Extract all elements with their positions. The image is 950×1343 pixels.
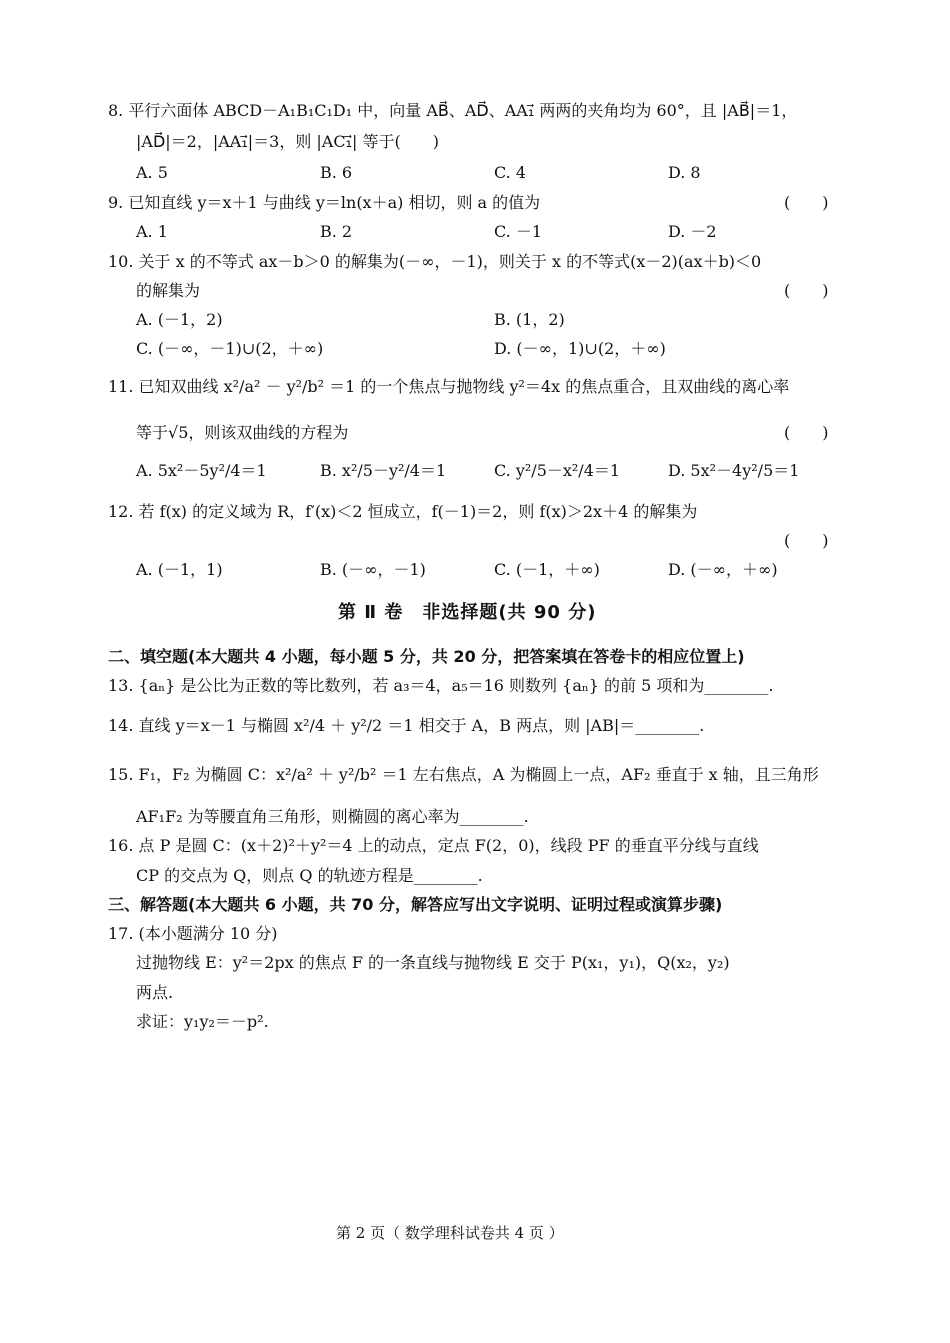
q10-line1: 10. 关于 x 的不等式 ax－b＞0 的解集为(－∞，－1)，则关于 x 的不等式(x－2)(ax＋b)＜0 xyxy=(108,252,762,271)
q14-line: 14. 直线 y＝x－1 与椭圆 x²/4 ＋ y²/2 ＝1 相交于 A，B 两点，则 |AB|＝________. xyxy=(108,716,705,735)
q17-title: 17. (本小题满分 10 分) xyxy=(108,924,278,943)
q10-option-c: C. (－∞，－1)∪(2，＋∞) xyxy=(136,339,324,358)
q17-line1: 过抛物线 E：y²＝2px 的焦点 F 的一条直线与抛物线 E 交于 P(x₁，y₁)，Q(x₂，y₂) xyxy=(136,953,730,972)
q16-line2: CP 的交点为 Q，则点 Q 的轨迹方程是________. xyxy=(136,866,483,885)
q10-option-d: D. (－∞，1)∪(2，＋∞) xyxy=(494,339,666,358)
page-footer: 第 2 页（ 数学理科试卷共 4 页 ） xyxy=(336,1224,564,1242)
q8-option-a: A. 5 xyxy=(136,163,168,182)
q12-option-a: A. (－1，1) xyxy=(136,560,223,579)
q10-line2: 的解集为 xyxy=(136,281,201,300)
q10-option-b: B. (1，2) xyxy=(494,310,565,329)
q10-option-a: A. (－1，2) xyxy=(136,310,223,329)
q16-line1: 16. 点 P 是圆 C：(x＋2)²＋y²＝4 上的动点，定点 F(2，0)，线段 PF 的垂直平分线与直线 xyxy=(108,836,759,855)
q12-option-c: C. (－1，＋∞) xyxy=(494,560,600,579)
q9-stem: 9. 已知直线 y＝x＋1 与曲线 y＝ln(x＋a) 相切，则 a 的值为 xyxy=(108,193,541,212)
q17-line3: 求证：y₁y₂＝－p². xyxy=(136,1012,269,1031)
q9-option-a: A. 1 xyxy=(136,222,168,241)
q9-option-d: D. －2 xyxy=(668,222,717,241)
q10-answer-paren: ( ) xyxy=(784,281,829,300)
q11-line2: 等于√5，则该双曲线的方程为 xyxy=(136,423,349,442)
section2-heading: 二、填空题(本大题共 4 小题，每小题 5 分，共 20 分，把答案填在答卷卡的相应位置上) xyxy=(108,647,745,666)
q12-answer-paren: ( ) xyxy=(784,531,829,550)
q11-option-d: D. 5x²－4y²/5＝1 xyxy=(668,461,800,480)
q13-line: 13. {aₙ} 是公比为正数的等比数列，若 a₃＝4，a₅＝16 则数列 {aₙ} 的前 5 项和为________. xyxy=(108,676,774,695)
q9-option-b: B. 2 xyxy=(320,222,353,241)
q12-option-d: D. (－∞，＋∞) xyxy=(668,560,778,579)
q11-option-c: C. y²/5－x²/4＝1 xyxy=(494,461,621,480)
q8-line2: |AD⃗|＝2，|AA₁⃗|＝3，则 |AC₁⃗| 等于( ) xyxy=(136,132,439,151)
q8-option-c: C. 4 xyxy=(494,163,527,182)
q17-line2: 两点. xyxy=(136,983,174,1002)
q11-option-b: B. x²/5－y²/4＝1 xyxy=(320,461,447,480)
q9-answer-paren: ( ) xyxy=(784,193,829,212)
q8-line1: 8. 平行六面体 ABCD－A₁B₁C₁D₁ 中，向量 AB⃗、AD⃗、AA₁⃗ 两两的夹角均为 60°，且 |AB⃗|＝1， xyxy=(108,101,798,120)
section3-heading: 三、解答题(本大题共 6 小题，共 70 分，解答应写出文字说明、证明过程或演算步骤) xyxy=(108,895,723,914)
q15-line2: AF₁F₂ 为等腰直角三角形，则椭圆的离心率为________. xyxy=(136,807,529,826)
q12-option-b: B. (－∞，－1) xyxy=(320,560,426,579)
q8-option-d: D. 8 xyxy=(668,163,701,182)
part2-title: 第 Ⅱ 卷 非选择题(共 90 分) xyxy=(338,602,597,623)
q11-option-a: A. 5x²－5y²/4＝1 xyxy=(136,461,267,480)
q9-option-c: C. －1 xyxy=(494,222,543,241)
q15-line1: 15. F₁，F₂ 为椭圆 C：x²/a² ＋ y²/b² ＝1 左右焦点，A 为椭圆上一点，AF₂ 垂直于 x 轴，且三角形 xyxy=(108,765,819,784)
q8-option-b: B. 6 xyxy=(320,163,353,182)
q11-answer-paren: ( ) xyxy=(784,423,829,442)
q12-line1: 12. 若 f(x) 的定义域为 R，f′(x)＜2 恒成立，f(－1)＝2，则 f(x)＞2x＋4 的解集为 xyxy=(108,502,698,521)
q11-line1: 11. 已知双曲线 x²/a² － y²/b² ＝1 的一个焦点与抛物线 y²＝4x 的焦点重合，且双曲线的离心率 xyxy=(108,377,790,396)
